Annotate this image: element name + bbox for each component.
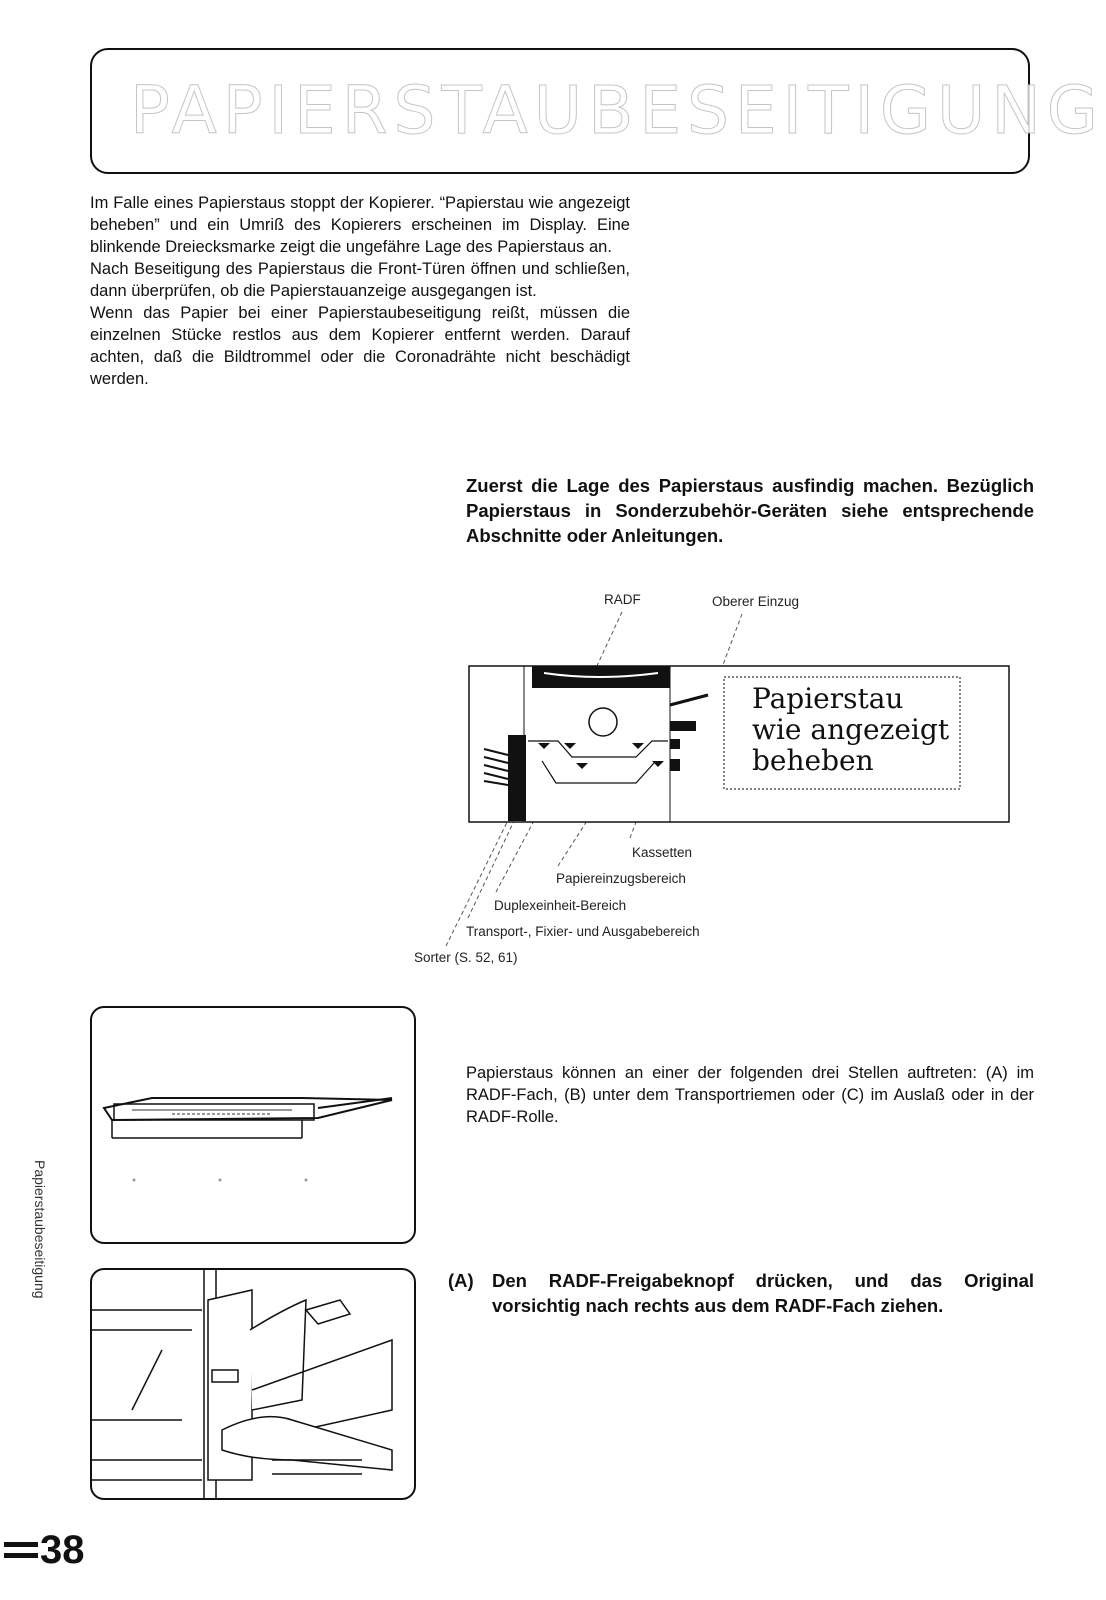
label-kassetten: Kassetten (632, 845, 693, 860)
label-papiereinzugsbereich: Papiereinzugsbereich (556, 871, 686, 886)
step-a-text: Den RADF-Freigabeknopf drücken, und das Original vorsichtig nach rechts aus dem RADF-Fach ziehen. (492, 1270, 1034, 1316)
intro-paragraph-2: Nach Beseitigung des Papierstaus die Front-Türen öffnen und schließen, dann überprüfen, ob die Papierstauanzeige ausgegangen ist. (90, 260, 630, 300)
radf-tray-illustration (90, 1006, 416, 1244)
label-sorter: Sorter (S. 52, 61) (414, 950, 518, 965)
remove-original-illustration (90, 1268, 416, 1500)
step-a-letter: (A) (448, 1270, 474, 1291)
instruction-text: Zuerst die Lage des Papierstaus ausfindig machen. Bezüglich Papierstaus in Sonderzubehör-Geräten siehe entsprechende Abschnitte oder Anleitungen. (466, 475, 1034, 546)
label-radf: RADF (604, 592, 641, 607)
hands-pulling-paper-drawing (92, 1270, 414, 1498)
label-transport: Transport-, Fixier- und Ausgabebereich (466, 924, 700, 939)
display-message-line-1: Papierstau (752, 682, 904, 715)
section-title: PAPIERSTAUBESEITIGUNG (130, 72, 1104, 149)
copier-display-diagram (468, 665, 1010, 823)
page-number-bars (4, 1540, 40, 1562)
display-message-line-2: wie angezeigt (752, 713, 950, 746)
label-duplexeinheit: Duplexeinheit-Bereich (494, 898, 627, 913)
intro-paragraph-3: Wenn das Papier bei einer Papierstaubeseitigung reißt, müssen die einzelnen Stücke restlos aus dem Kopierer entfernt werden. Darauf achten, daß die Bildtrommel oder die Coronadrähte nicht beschädigt werden. (90, 304, 630, 388)
label-oberer-einzug: Oberer Einzug (712, 594, 800, 609)
intro-paragraph-1: Im Falle eines Papierstaus stoppt der Kopierer. “Papierstau wie angezeigt beheben” und ein Umriß des Kopierers erscheinen im Display. Eine blinkende Dreiecksmarke zeigt die ungefähre Lage des Papierstaus an. (90, 194, 630, 256)
radf-tray-drawing (92, 1008, 414, 1242)
page-number: 38 (40, 1528, 85, 1572)
display-message-line-3: beheben (752, 744, 874, 777)
jam-locations-text: Papierstaus können an einer der folgenden drei Stellen auftreten: (A) im RADF-Fach, (B) unter dem Transportriemen oder (C) im Auslaß oder in der RADF-Rolle. (466, 1064, 1034, 1126)
sidebar-section-label: Papierstaubeseitigung (32, 1160, 48, 1299)
